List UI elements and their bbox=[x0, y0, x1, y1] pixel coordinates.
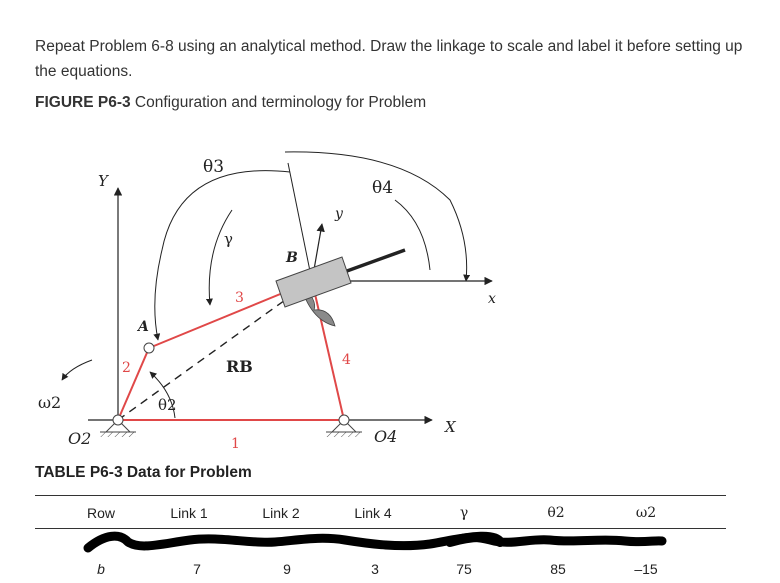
slider-block bbox=[276, 257, 351, 326]
problem-statement: Repeat Problem 6-8 using an analytical method. Draw the linkage to scale and label it before setting up the equations. bbox=[35, 38, 743, 80]
col-header-row: Row bbox=[86, 505, 116, 521]
redaction-scribble bbox=[0, 528, 780, 558]
link-4 bbox=[312, 281, 344, 420]
label-o4: O4 bbox=[374, 427, 398, 446]
col-header-theta2: θ2 bbox=[547, 505, 565, 521]
label-y-axis: Y bbox=[98, 172, 108, 190]
cell-gamma-b: 75 bbox=[456, 561, 472, 577]
label-gamma: γ bbox=[224, 230, 233, 248]
label-a: A bbox=[138, 319, 149, 335]
pin-o4 bbox=[339, 415, 349, 425]
cell-link1-b: 7 bbox=[193, 561, 201, 577]
label-o2: O2 bbox=[68, 429, 92, 448]
pin-a bbox=[144, 343, 154, 353]
figure-caption-text: Configuration and terminology for Problem bbox=[130, 94, 427, 111]
theta4-small-arc bbox=[395, 200, 430, 270]
cell-row-b: b bbox=[97, 561, 105, 577]
col-header-link4: Link 4 bbox=[354, 505, 392, 521]
label-y-local: y bbox=[335, 206, 343, 222]
label-b: B bbox=[286, 250, 298, 266]
theta3-arc bbox=[155, 171, 290, 340]
col-header-link1: Link 1 bbox=[170, 505, 208, 521]
table-top-rule bbox=[35, 495, 726, 496]
col-header-gamma: γ bbox=[459, 505, 469, 521]
label-rb: RB bbox=[226, 357, 253, 376]
global-axes bbox=[88, 188, 432, 420]
gamma-arc bbox=[209, 210, 232, 305]
label-theta2: θ2 bbox=[158, 396, 177, 414]
label-omega2: ω2 bbox=[38, 393, 62, 412]
cell-omega2-b: –15 bbox=[634, 561, 658, 577]
label-x-axis: X bbox=[445, 418, 456, 436]
label-link-1: 1 bbox=[231, 436, 240, 452]
figure-caption-id: FIGURE P6-3 bbox=[35, 94, 131, 111]
col-header-link2: Link 2 bbox=[262, 505, 300, 521]
omega2-arc bbox=[62, 360, 92, 380]
table-caption: TABLE P6-3 Data for Problem bbox=[35, 464, 252, 481]
label-link-4: 4 bbox=[342, 352, 351, 368]
label-link-2: 2 bbox=[122, 360, 131, 376]
cell-theta2-b: 85 bbox=[550, 561, 566, 577]
label-x-local: x bbox=[488, 291, 496, 307]
col-header-omega2: ω2 bbox=[635, 505, 657, 521]
label-link-3: 3 bbox=[235, 290, 244, 306]
label-theta4: θ4 bbox=[372, 178, 394, 198]
pin-o2 bbox=[113, 415, 123, 425]
cell-link2-b: 9 bbox=[283, 561, 291, 577]
cell-link4-b: 3 bbox=[371, 561, 379, 577]
label-theta3: θ3 bbox=[203, 157, 225, 177]
